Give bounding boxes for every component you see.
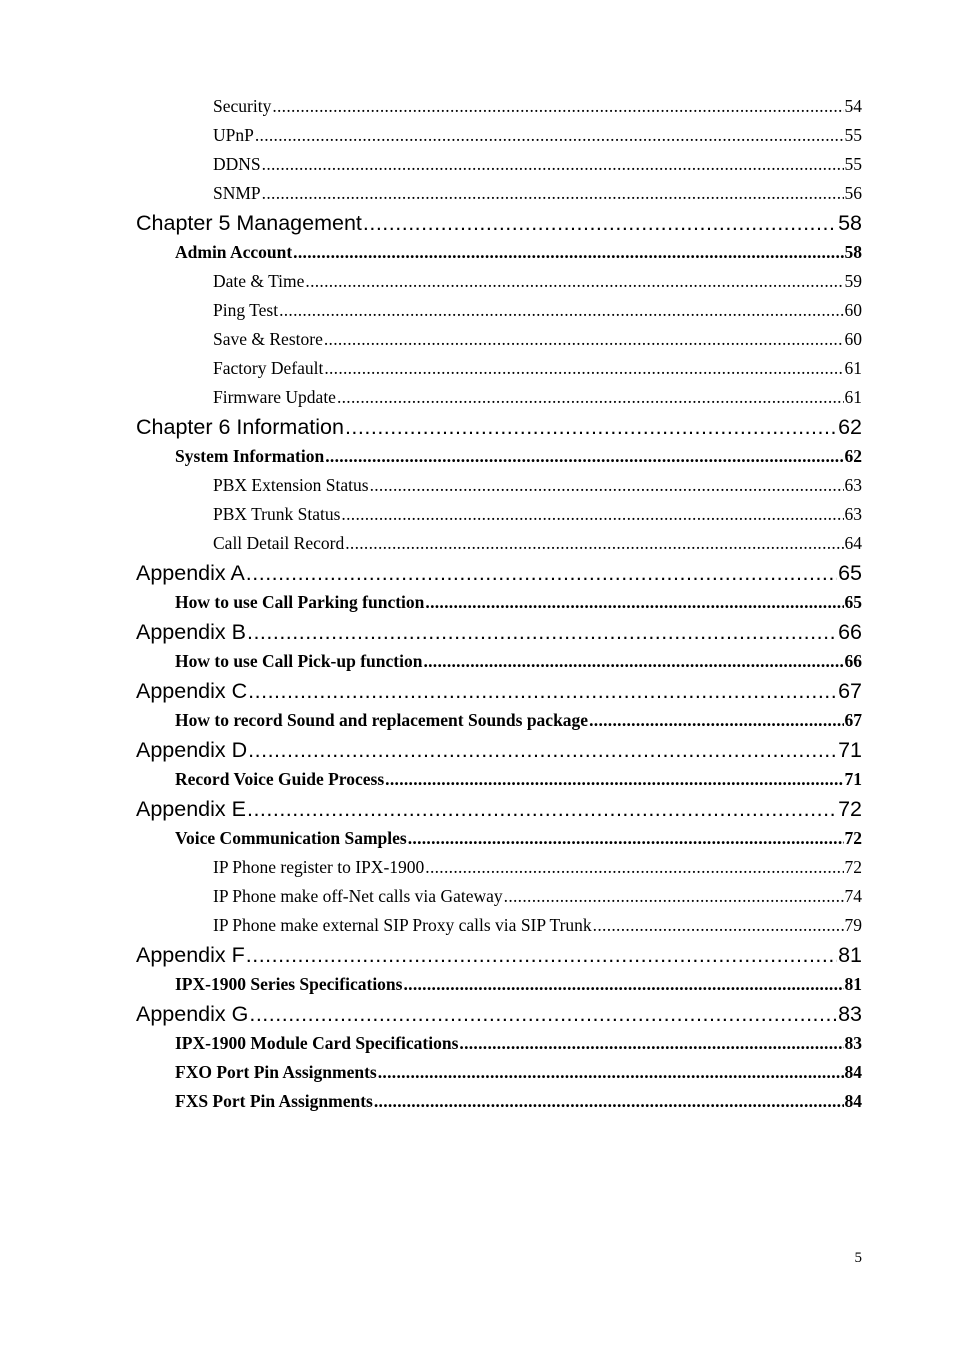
toc-entry-level-3[interactable]	[0, 383, 954, 412]
toc-entry-title: FXO Port Pin Assignments	[175, 1062, 377, 1082]
toc-dot-leader	[279, 296, 843, 325]
toc-entry-page: 67	[844, 710, 862, 730]
toc-entry-page: 71	[844, 769, 862, 789]
toc-dot-leader	[325, 442, 843, 471]
page-number: 5	[854, 1250, 862, 1266]
toc-entry-title: How to use Call Parking function	[175, 592, 425, 612]
toc-dot-leader	[272, 92, 843, 121]
toc-entry-page: 62	[838, 415, 862, 439]
toc-entry-level-3[interactable]	[0, 500, 954, 529]
toc-entry-title: DDNS	[213, 154, 261, 174]
toc-dot-leader	[249, 1000, 837, 1029]
toc-entry-level-2[interactable]	[0, 588, 954, 617]
toc-dot-leader	[425, 588, 843, 617]
toc-entry-level-1[interactable]	[0, 795, 954, 824]
toc-dot-leader	[589, 706, 843, 735]
toc-entry-title: Ping Test	[213, 300, 279, 320]
toc-entry-title: PBX Extension Status	[213, 475, 369, 495]
toc-entry-title: Firmware Update	[213, 387, 336, 407]
toc-entry-level-3[interactable]	[0, 121, 954, 150]
toc-entry-title: Voice Communication Samples	[175, 828, 407, 848]
toc-entry-page: 59	[844, 271, 862, 291]
toc-entry-level-3[interactable]	[0, 179, 954, 208]
toc-entry-page: 55	[844, 154, 862, 174]
toc-entry-title: PBX Trunk Status	[213, 504, 341, 524]
toc-entry-title: Record Voice Guide Process	[175, 769, 385, 789]
toc-entry-level-1[interactable]	[0, 677, 954, 706]
toc-entry-page: 64	[844, 533, 862, 553]
toc-dot-leader	[255, 121, 844, 150]
toc-entry-page: 84	[844, 1062, 862, 1082]
toc-entry-level-2[interactable]	[0, 1087, 954, 1116]
toc-entry-level-2[interactable]	[0, 1058, 954, 1087]
toc-entry-level-1[interactable]	[0, 413, 954, 442]
toc-entry-page: 65	[838, 561, 862, 585]
toc-entry-level-3[interactable]	[0, 354, 954, 383]
toc-entry-page: 62	[844, 446, 862, 466]
toc-entry-title: How to record Sound and replacement Sounds package	[175, 710, 589, 730]
toc-entry-page: 61	[844, 358, 862, 378]
toc-entry-title: Save & Restore	[213, 329, 323, 349]
toc-dot-leader	[341, 500, 843, 529]
toc-entry-page: 72	[844, 857, 862, 877]
toc-entry-level-2[interactable]	[0, 970, 954, 999]
toc-dot-leader	[248, 677, 837, 706]
toc-dot-leader	[337, 383, 844, 412]
toc-entry-title: UPnP	[213, 125, 254, 145]
toc-entry-page: 54	[844, 96, 862, 116]
toc-entry-level-2[interactable]	[0, 442, 954, 471]
toc-entry-page: 63	[844, 475, 862, 495]
toc-entry-level-2[interactable]	[0, 706, 954, 735]
toc-entry-level-3[interactable]	[0, 853, 954, 882]
toc-entry-page: 72	[838, 797, 862, 821]
toc-entry-level-3[interactable]	[0, 471, 954, 500]
toc-entry-level-3[interactable]	[0, 296, 954, 325]
toc-entry-level-2[interactable]	[0, 765, 954, 794]
toc-entry-title: Appendix C	[136, 679, 248, 703]
toc-dot-leader	[246, 941, 837, 970]
toc-entry-page: 58	[844, 242, 862, 262]
toc-dot-leader	[262, 150, 844, 179]
toc-dot-leader	[423, 647, 843, 676]
toc-entry-page: 79	[844, 915, 862, 935]
toc-entry-level-1[interactable]	[0, 1000, 954, 1029]
toc-entry-title: Appendix D	[136, 738, 248, 762]
toc-entry-page: 72	[844, 828, 862, 848]
toc-entry-page: 74	[844, 886, 862, 906]
toc-dot-leader	[374, 1087, 844, 1116]
toc-entry-title: Chapter 5 Management	[136, 211, 362, 235]
toc-dot-leader	[425, 853, 843, 882]
toc-entry-page: 84	[844, 1091, 862, 1111]
toc-entry-title: Factory Default	[213, 358, 324, 378]
toc-entry-title: IP Phone register to IPX-1900	[213, 857, 425, 877]
toc-entry-title: Appendix E	[136, 797, 246, 821]
toc-entry-title: Call Detail Record	[213, 533, 345, 553]
toc-dot-leader	[345, 529, 843, 558]
toc-entry-page: 66	[844, 651, 862, 671]
toc-entry-level-3[interactable]	[0, 911, 954, 940]
toc-entry-level-1[interactable]	[0, 209, 954, 238]
toc-dot-leader	[247, 618, 837, 647]
toc-dot-leader	[459, 1029, 843, 1058]
toc-dot-leader	[324, 325, 844, 354]
toc-entry-page: 55	[844, 125, 862, 145]
toc-entry-title: IP Phone make external SIP Proxy calls via SIP Trunk	[213, 915, 592, 935]
toc-entry-page: 83	[844, 1033, 862, 1053]
toc-entry-title: FXS Port Pin Assignments	[175, 1091, 373, 1111]
toc-entry-title: IP Phone make off-Net calls via Gateway	[213, 886, 503, 906]
toc-dot-leader	[378, 1058, 844, 1087]
toc-entry-page: 60	[844, 300, 862, 320]
toc-dot-leader	[408, 824, 844, 853]
toc-entry-page: 58	[838, 211, 862, 235]
toc-entry-title: SNMP	[213, 183, 261, 203]
toc-dot-leader	[247, 795, 837, 824]
table-of-contents	[0, 92, 954, 1116]
toc-dot-leader	[385, 765, 843, 794]
toc-dot-leader	[403, 970, 843, 999]
toc-entry-page: 66	[838, 620, 862, 644]
toc-entry-page: 61	[844, 387, 862, 407]
toc-entry-title: Admin Account	[175, 242, 293, 262]
toc-entry-page: 71	[838, 738, 862, 762]
toc-entry-title: Appendix A	[136, 561, 245, 585]
toc-entry-level-3[interactable]	[0, 325, 954, 354]
toc-entry-title: IPX-1900 Series Specifications	[175, 974, 403, 994]
toc-dot-leader	[504, 882, 844, 911]
toc-entry-page: 81	[838, 943, 862, 967]
toc-entry-level-3[interactable]	[0, 92, 954, 121]
toc-entry-page: 60	[844, 329, 862, 349]
toc-entry-page: 63	[844, 504, 862, 524]
toc-entry-title: Appendix F	[136, 943, 245, 967]
toc-entry-title: Security	[213, 96, 272, 116]
toc-dot-leader	[345, 413, 837, 442]
toc-dot-leader	[248, 736, 837, 765]
toc-entry-title: IPX-1900 Module Card Specifications	[175, 1033, 459, 1053]
toc-dot-leader	[363, 209, 837, 238]
toc-entry-level-1[interactable]	[0, 941, 954, 970]
toc-dot-leader	[293, 238, 843, 267]
toc-entry-title: How to use Call Pick-up function	[175, 651, 423, 671]
toc-entry-level-2[interactable]	[0, 238, 954, 267]
toc-entry-level-1[interactable]	[0, 736, 954, 765]
toc-entry-title: Chapter 6 Information	[136, 415, 344, 439]
toc-entry-level-2[interactable]	[0, 824, 954, 853]
toc-dot-leader	[324, 354, 843, 383]
toc-entry-level-1[interactable]	[0, 559, 954, 588]
toc-entry-page: 67	[838, 679, 862, 703]
toc-dot-leader	[246, 559, 837, 588]
toc-entry-title: Appendix B	[136, 620, 246, 644]
toc-entry-level-3[interactable]	[0, 529, 954, 558]
toc-entry-level-3[interactable]	[0, 882, 954, 911]
toc-entry-level-3[interactable]	[0, 150, 954, 179]
toc-dot-leader	[370, 471, 844, 500]
toc-entry-page: 65	[844, 592, 862, 612]
toc-entry-level-2[interactable]	[0, 1029, 954, 1058]
toc-entry-title: Date & Time	[213, 271, 305, 291]
toc-entry-page: 56	[844, 183, 862, 203]
toc-dot-leader	[593, 911, 844, 940]
toc-entry-page: 83	[838, 1002, 862, 1026]
toc-dot-leader	[305, 267, 843, 296]
toc-entry-title: System Information	[175, 446, 325, 466]
toc-entry-level-2[interactable]	[0, 647, 954, 676]
toc-dot-leader	[262, 179, 844, 208]
toc-entry-page: 81	[844, 974, 862, 994]
toc-entry-title: Appendix G	[136, 1002, 249, 1026]
toc-entry-level-3[interactable]	[0, 267, 954, 296]
toc-entry-level-1[interactable]	[0, 618, 954, 647]
